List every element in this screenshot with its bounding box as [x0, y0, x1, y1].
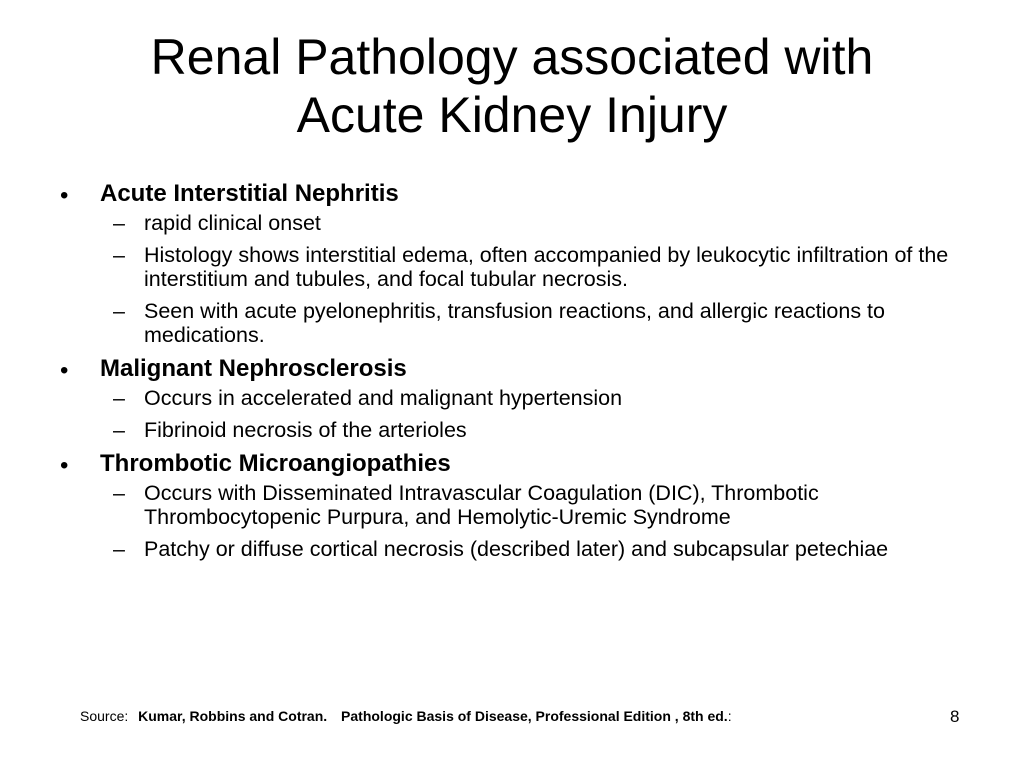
dash-marker: –	[113, 537, 125, 561]
sub-bullet-text: Patchy or diffuse cortical necrosis (described later) and subcapsular petechiae	[144, 537, 889, 561]
sub-bullet-text: Occurs in accelerated and malignant hypertension	[144, 386, 623, 410]
source-authors: Kumar, Robbins and Cotran.	[138, 708, 328, 724]
source-trailing: :	[727, 708, 732, 724]
sub-bullet-item	[100, 537, 978, 561]
sub-bullet-text: Occurs with Disseminated Intravascular Coagulation (DIC), Thrombotic Thrombocytopenic Purpura, and Hemolytic-Uremic Syndrome	[144, 481, 819, 529]
slide-title-line: Acute Kidney Injury	[296, 87, 728, 143]
bullet-marker: •	[60, 182, 69, 209]
dash-marker: –	[113, 418, 125, 442]
sub-bullet-list	[100, 481, 978, 561]
slide-title	[40, 28, 984, 144]
sub-bullet-item	[100, 243, 978, 291]
slide-title-line: Renal Pathology associated with	[150, 29, 874, 85]
dash-marker: –	[113, 386, 125, 410]
dash-marker: –	[113, 481, 125, 505]
bullet-marker: •	[60, 452, 69, 479]
sub-bullet-text: Seen with acute pyelonephritis, transfusion reactions, and allergic reactions to medications.	[144, 299, 885, 347]
sub-bullet-text: Histology shows interstitial edema, often accompanied by leukocytic infiltration of the interstitium and tubules, and focal tubular necrosis.	[144, 243, 949, 291]
dash-marker: –	[113, 299, 125, 323]
bullet-marker: •	[60, 357, 69, 384]
bullet-heading: Acute Interstitial Nephritis	[100, 180, 399, 207]
bullet-heading: Thrombotic Microangiopathies	[100, 450, 451, 477]
sub-bullet-item	[100, 299, 978, 347]
dash-marker: –	[113, 243, 125, 267]
source-book: Pathologic Basis of Disease, Professional Edition , 8th ed.	[341, 708, 728, 724]
bullet-item	[58, 355, 978, 442]
sub-bullet-item	[100, 481, 978, 529]
source-citation	[80, 706, 732, 726]
page-number: 8	[950, 707, 960, 726]
dash-marker: –	[113, 211, 125, 235]
bullet-item	[58, 180, 978, 347]
sub-bullet-list	[100, 386, 978, 442]
source-label: Source:	[80, 708, 129, 724]
bullet-item	[58, 450, 978, 561]
bullet-heading: Malignant Nephrosclerosis	[100, 355, 407, 382]
sub-bullet-item	[100, 211, 978, 235]
bullet-list	[58, 180, 978, 569]
sub-bullet-text: Fibrinoid necrosis of the arterioles	[144, 418, 467, 442]
sub-bullet-text: rapid clinical onset	[144, 211, 321, 235]
sub-bullet-item	[100, 418, 978, 442]
sub-bullet-list	[100, 211, 978, 347]
sub-bullet-item	[100, 386, 978, 410]
